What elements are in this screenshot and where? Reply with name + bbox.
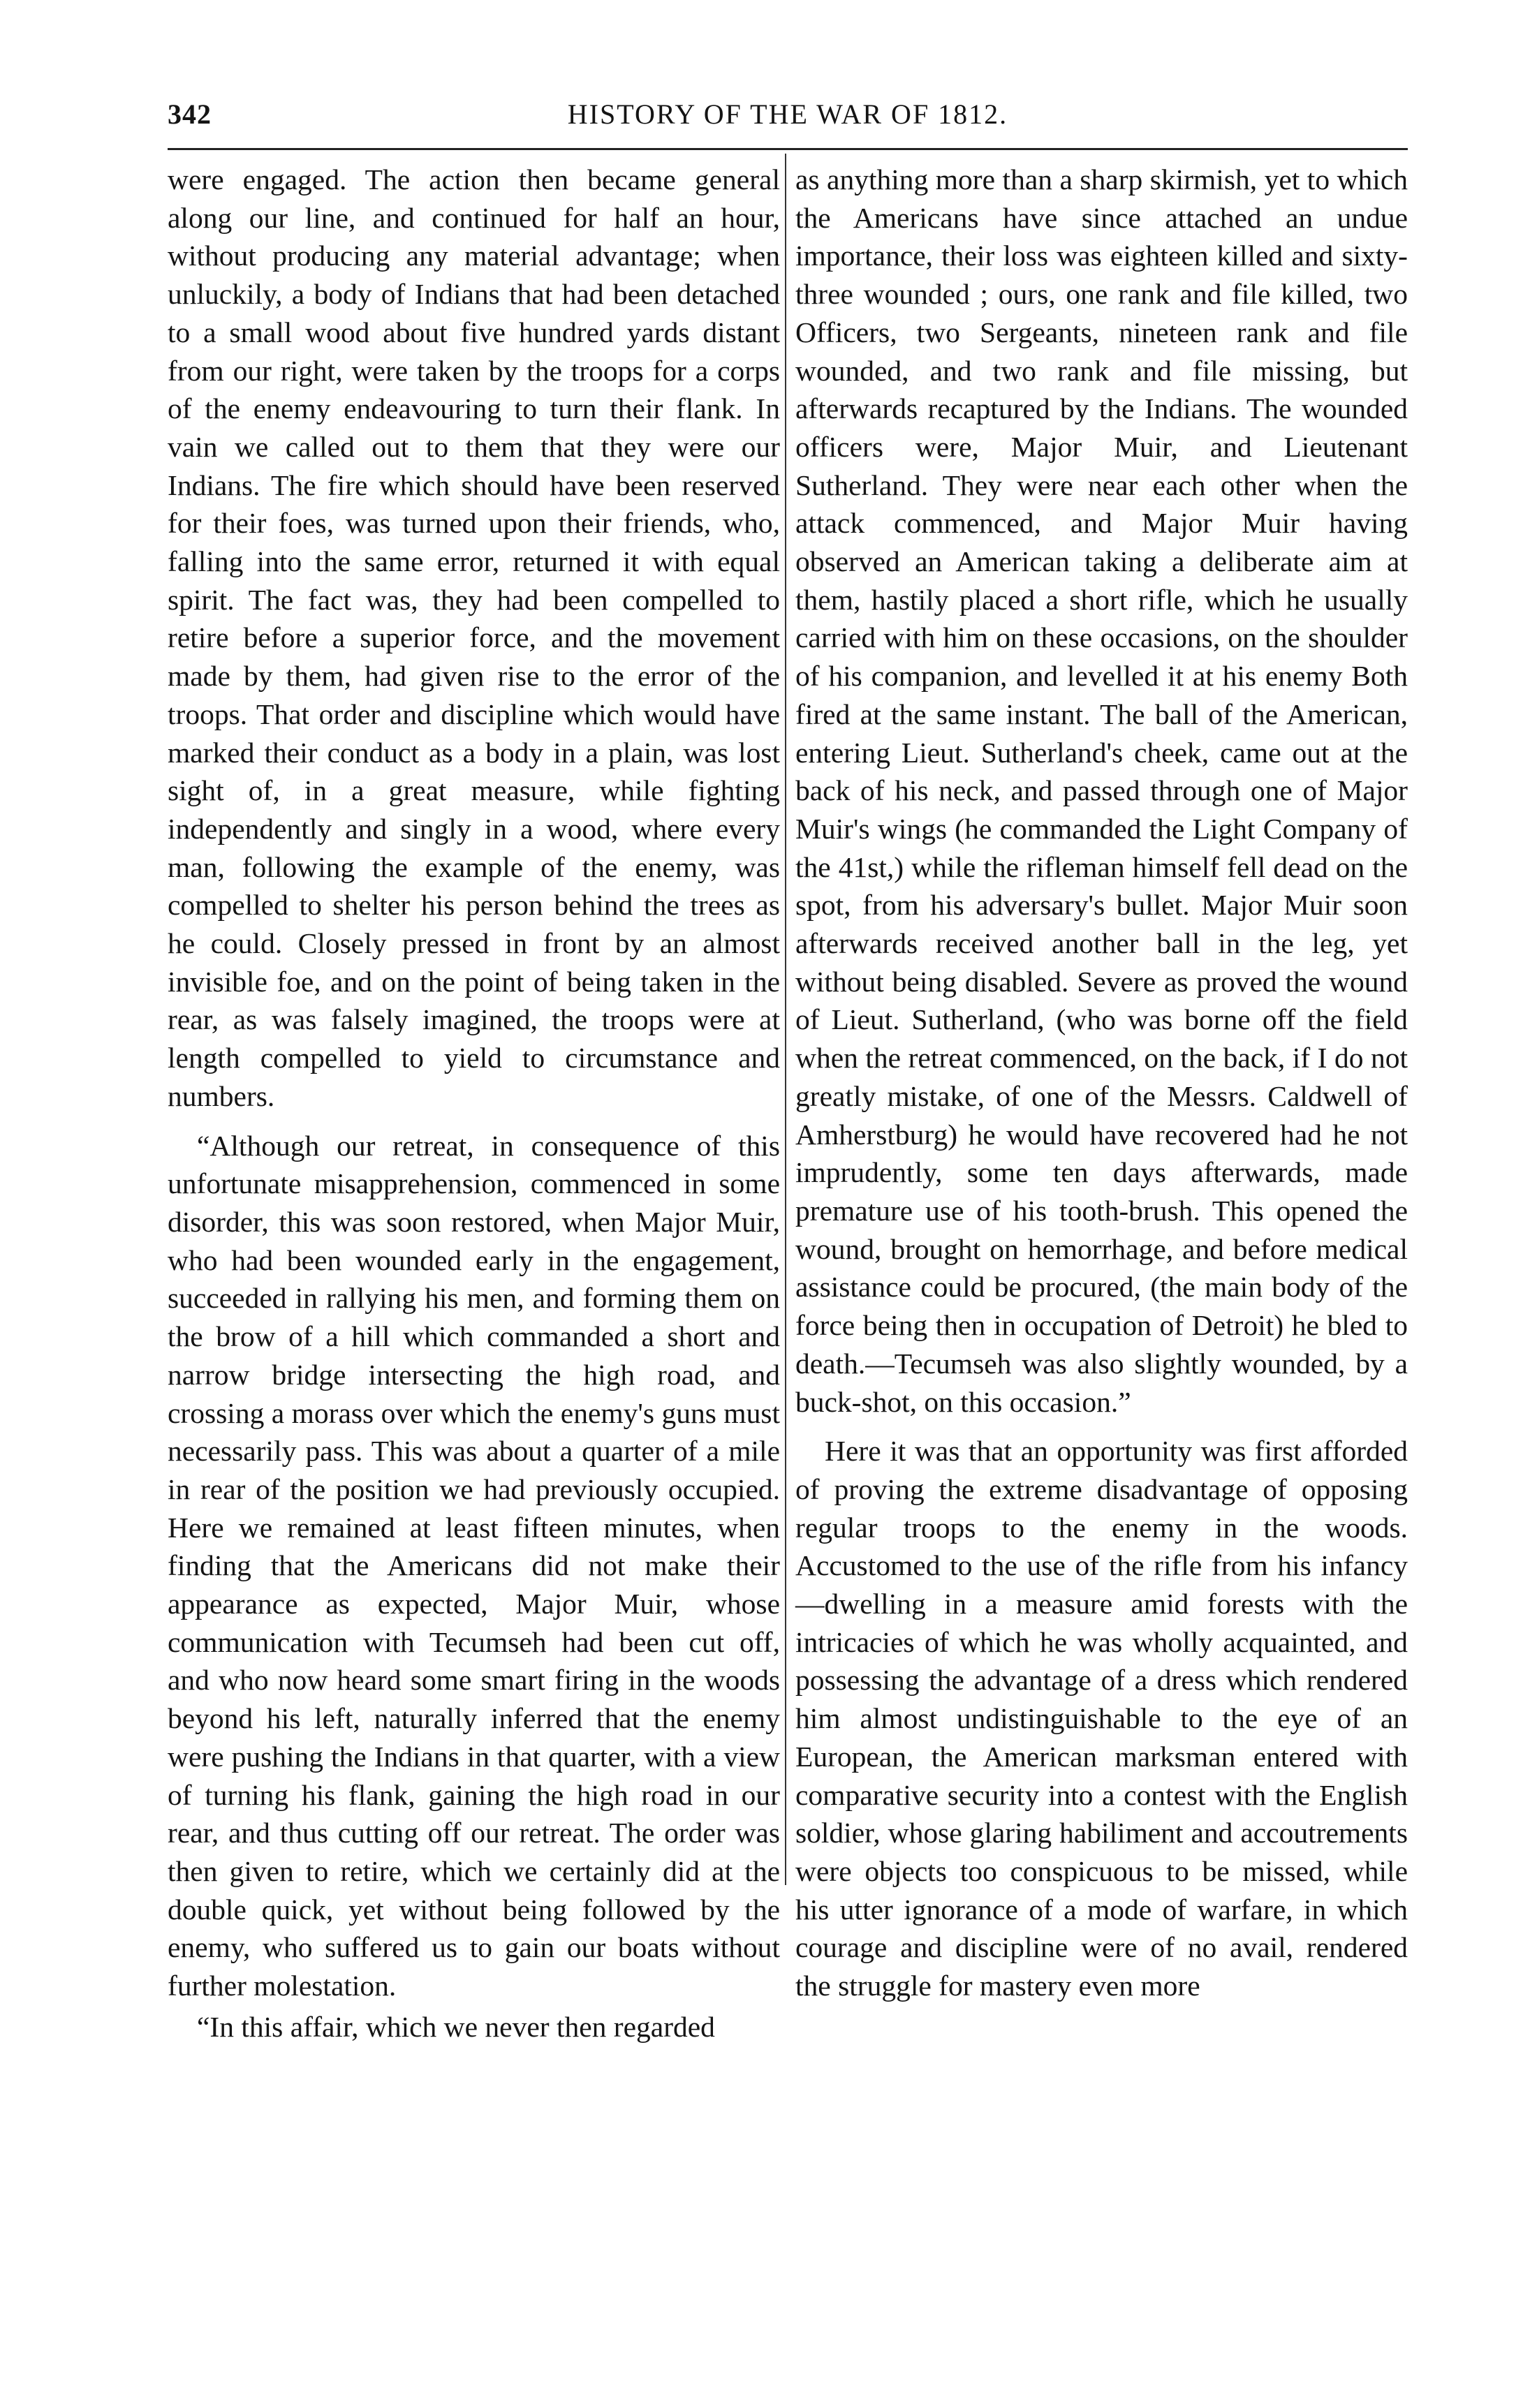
page-number: 342 (168, 98, 212, 130)
running-head: HISTORY OF THE WAR OF 1812. (567, 98, 1008, 130)
left-column (168, 161, 780, 2046)
paragraph: Here it was that an opportunity was first afforded of proving the extreme disadvantage of opposing regular troops to the enemy in the woods. Accustomed to the use of the rifle from his infancy—dwelling in a measure amid forests with the intricacies of which he was wholly acquainted, and possessing the advantage of a dress which rendered him almost undistinguishable to the eye of an European, the American marksman entered with comparative security into a contest with the English soldier, whose glaring habiliment and accoutrements were objects too conspicuous to be missed, while his utter ignorance of a mode of warfare, in which courage and discipline were of no avail, rendered the struggle for mastery even more (795, 1435, 1408, 2002)
column-divider (785, 154, 786, 1885)
header-rule (168, 148, 1408, 150)
right-column (795, 161, 1408, 2005)
paragraph: “Although our retreat, in consequence of this unfortunate misapprehension, commenced in some disorder, this was soon restored, when Major Muir, who had been wounded early in the engagement, succeeded in rallying his men, and forming them on the brow of a hill which commanded a short and narrow bridge intersecting the high road, and crossing a morass over which the enemy's guns must necessarily pass. This was about a quarter of a mile in rear of the position we had previously occupied. Here we remained at least fifteen minutes, when finding that the Americans did not make their appearance as expected, Major Muir, whose communication with Tecumseh had been cut off, and who now heard some smart firing in the woods beyond his left, naturally inferred that the enemy were pushing the Indians in that quarter, with a view of turning his flank, gaining the high road in our rear, and thus cutting off our retreat. The order was then given to retire, which we certainly did at the double quick, yet without being followed by the enemy, who suffered us to gain our boats without further molestation. (168, 1129, 780, 2002)
paragraph: as anything more than a sharp skirmish, yet to which the Americans have since attached an undue importance, their loss was eighteen killed and sixty-three wounded ; ours, one rank and file killed, two Officers, two Sergeants, nineteen rank and file wounded, and two rank and file missing, but afterwards recaptured by the Indians. The wounded officers were, Major Muir, and Lieutenant Sutherland. They were near each other when the attack commenced, and Major Muir having observed an American taking a deliberate aim at them, hastily placed a short rifle, which he usually carried with him on these occasions, on the shoulder of his companion, and levelled it at his enemy Both fired at the same instant. The ball of the American, entering Lieut. Sutherland's cheek, came out at the back of his neck, and passed through one of Major Muir's wings (he commanded the Light Company of the 41st,) while the rifleman himself fell dead on the spot, from his adversary's bullet. Major Muir soon afterwards received another ball in the leg, yet without being disabled. Severe as proved the wound of Lieut. Sutherland, (who was borne off the field when the retreat commenced, on the back, if I do not greatly mistake, of one of the Messrs. Caldwell of Amherstburg) he would have recovered had he not imprudently, some ten days afterwards, made premature use of his tooth-brush. This opened the wound, brought on hemorrhage, and before medical assistance could be procured, (the main body of the force being then in occupation of Detroit) he bled to death.—Tecumseh was also slightly wounded, by a buck-shot, on this occasion.” (795, 163, 1408, 1418)
paragraph: were engaged. The action then became general along our line, and continued for half an hour, without producing any material advantage; when unluckily, a body of Indians that had been detached to a small wood about five hundred yards distant from our right, were taken by the troops for a corps of the enemy endeavouring to turn their flank. In vain we called out to them that they were our Indians. The fire which should have been reserved for their foes, was turned upon their friends, who, falling into the same error, returned it with equal spirit. The fact was, they had been compelled to retire before a superior force, and the movement made by them, had given rise to the error of the troops. That order and discipline which would have marked their conduct as a body in a plain, was lost sight of, in a great measure, while fighting independently and singly in a wood, where every man, following the example of the enemy, was compelled to shelter his person behind the trees as he could. Closely pressed in front by an almost invisible foe, and on the point of being taken in the rear, as was falsely imagined, the troops were at length compelled to yield to circumstance and numbers. (168, 163, 780, 1112)
paragraph: “In this affair, which we never then regarded (197, 2010, 715, 2043)
page-header (168, 98, 1408, 140)
